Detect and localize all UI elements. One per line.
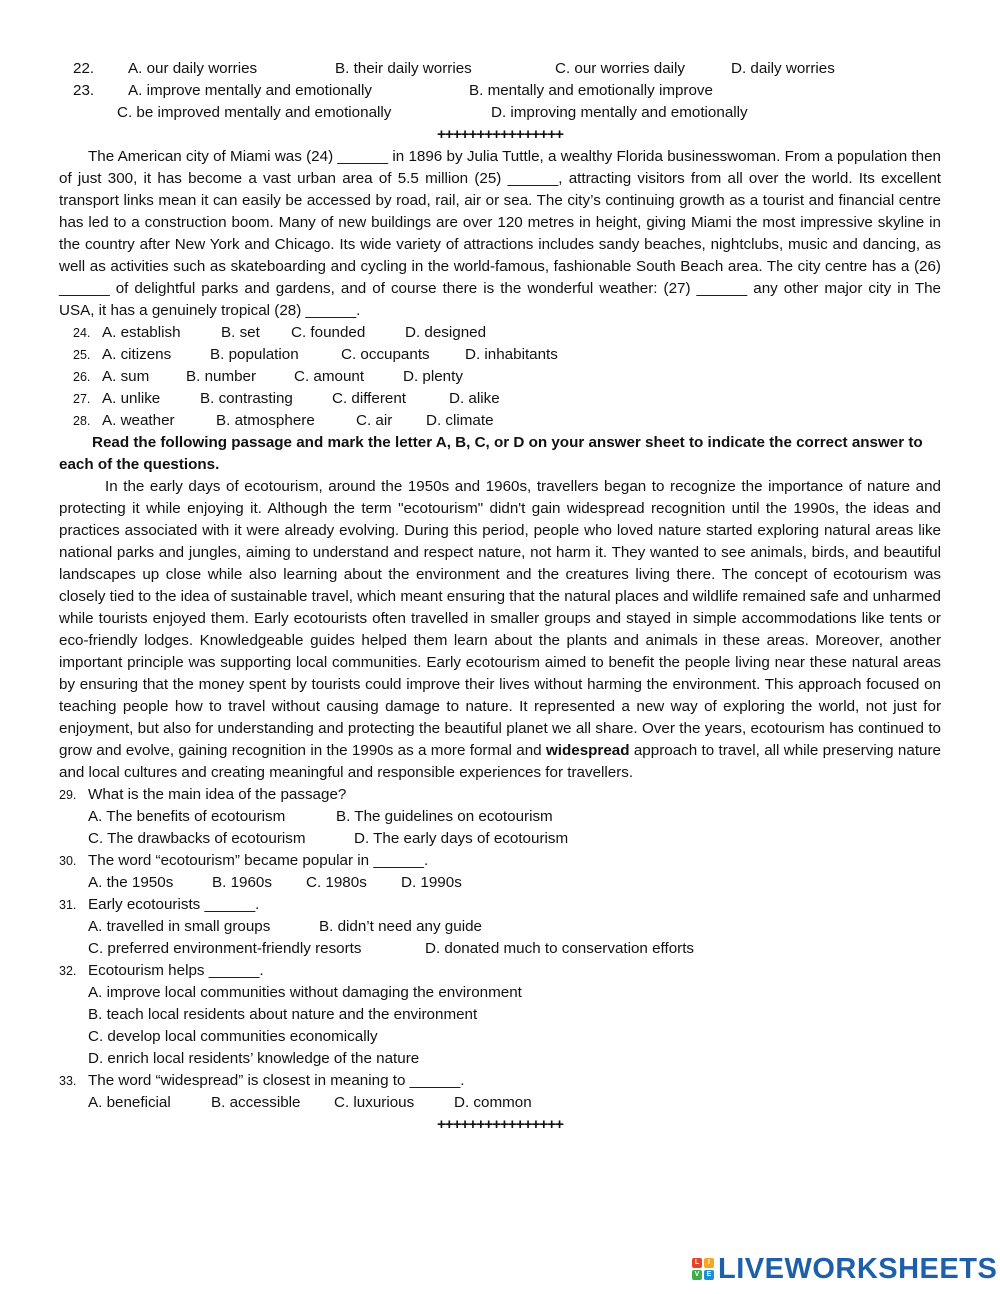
option-b[interactable]: B. 1960s <box>212 874 272 891</box>
option-c[interactable]: C. be improved mentally and emotionally <box>117 104 392 121</box>
question-33 <box>59 1070 941 1092</box>
option-d[interactable]: D. donated much to conservation efforts <box>425 940 695 957</box>
question-number: 24. <box>73 326 91 340</box>
question-stem: Ecotourism helps ______. <box>88 962 264 979</box>
option-a[interactable]: A. the 1950s <box>88 874 174 891</box>
question-23-cont <box>59 102 941 124</box>
question-32 <box>59 960 941 982</box>
question-29-options-ab <box>59 806 941 828</box>
separator: ++++++++++++++++ <box>437 126 563 143</box>
option-d[interactable]: D. enrich local residents’ knowledge of the nature <box>88 1050 420 1067</box>
option-d[interactable]: D. alike <box>449 390 500 407</box>
question-number: 22. <box>73 60 95 77</box>
option-d[interactable]: D. climate <box>426 412 494 429</box>
passage-text-part2: approach to travel, all while preserving nature and local cultures and creating meaningful and responsible experiences for travellers. <box>59 742 941 781</box>
option-d[interactable]: D. improving mentally and emotionally <box>491 104 748 121</box>
logo-text: LIVEWORKSHEETS <box>718 1252 998 1285</box>
question-27 <box>59 388 941 410</box>
option-c[interactable]: C. founded <box>291 324 366 341</box>
option-d[interactable]: D. 1990s <box>401 874 462 891</box>
question-32-option-b-row <box>59 1004 941 1026</box>
question-stem: The word “widespread” is closest in meaning to ______. <box>88 1072 465 1089</box>
question-number: 32. <box>59 964 77 978</box>
question-33-options <box>59 1092 941 1114</box>
question-31 <box>59 894 941 916</box>
question-22 <box>59 58 941 80</box>
option-d[interactable]: D. common <box>454 1094 532 1111</box>
option-c[interactable]: C. our worries daily <box>555 60 685 77</box>
question-stem: What is the main idea of the passage? <box>88 786 347 803</box>
option-b[interactable]: B. mentally and emotionally improve <box>469 82 713 99</box>
option-c[interactable]: C. occupants <box>341 346 430 363</box>
separator-bottom: ++++++++++++++++ <box>437 1116 563 1133</box>
option-b[interactable]: B. didn’t need any guide <box>319 918 482 935</box>
option-b[interactable]: B. teach local residents about nature and the environment <box>88 1006 478 1023</box>
question-32-option-d-row <box>59 1048 941 1070</box>
option-c[interactable]: C. 1980s <box>306 874 367 891</box>
question-number: 31. <box>59 898 77 912</box>
question-number: 25. <box>73 348 91 362</box>
option-d[interactable]: D. daily worries <box>731 60 835 77</box>
question-stem: Early ecotourists ______. <box>88 896 260 913</box>
logo-tile: E <box>704 1270 714 1280</box>
option-a[interactable]: A. weather <box>102 412 175 429</box>
option-a[interactable]: A. citizens <box>102 346 172 363</box>
option-a[interactable]: A. our daily worries <box>128 60 258 77</box>
option-b[interactable]: B. their daily worries <box>335 60 472 77</box>
question-29 <box>59 784 941 806</box>
instruction-text: Read the following passage and mark the letter A, B, C, or D on your answer sheet to indicate the correct answer to each of the questions. <box>59 434 923 473</box>
logo-tile: V <box>692 1270 702 1280</box>
option-a[interactable]: A. sum <box>102 368 150 385</box>
option-d[interactable]: D. The early days of ecotourism <box>354 830 569 847</box>
question-29-options-cd <box>59 828 941 850</box>
question-number: 33. <box>59 1074 77 1088</box>
question-number: 23. <box>73 82 95 99</box>
option-b[interactable]: B. population <box>210 346 299 363</box>
question-26 <box>59 366 941 388</box>
question-30 <box>59 850 941 872</box>
question-32-option-a-row <box>59 982 941 1004</box>
option-b[interactable]: B. accessible <box>211 1094 301 1111</box>
passage-ecotourism <box>59 476 941 784</box>
question-31-options-cd <box>59 938 941 960</box>
question-23 <box>59 80 941 102</box>
question-number: 30. <box>59 854 77 868</box>
option-c[interactable]: C. The drawbacks of ecotourism <box>88 830 306 847</box>
question-32-option-c-row <box>59 1026 941 1048</box>
option-a[interactable]: A. travelled in small groups <box>88 918 271 935</box>
option-b[interactable]: B. set <box>221 324 260 341</box>
question-30-options <box>59 872 941 894</box>
passage-miami: The American city of Miami was (24) ______ in 1896 by Julia Tuttle, a wealthy Florida businesswoman. From a population then of just 300, it has become a vast urban area of 5.5 million (25) ______, attracting visitors from all over the world. Its excellent transport links mean it can easily be accessed by road, rail, air or sea. The city’s continuing growth as a tourist and financial centre has led to a construction boom. Many of new buildings are over 120 metres in height, giving Miami the most impressive skyline in the country after New York and Chicago. Its wide variety of attractions includes sandy beaches, nightclubs, music and dancing, as well as activities such as skateboarding and cycling in the world-famous, fashionable South Beach area. The city centre has a (26) ______ of delightful parks and gardens, and of course there is the wonderful weather: (27) ______ any other major city in The USA, it has a genuinely tropical (28) ______. <box>59 148 941 319</box>
question-number: 29. <box>59 788 77 802</box>
logo-mark-icon <box>692 1258 714 1280</box>
passage-text-part1: In the early days of ecotourism, around the 1950s and 1960s, travellers began to recognize the importance of nature and protecting it while enjoying it. Although the term "ecotourism" didn't gain widespread recognition until the 1990s, the ideas and practices associated with it were already evolving. During this period, people who loved nature started exploring natural areas like national parks and jungles, aiming to understand and respect nature, not harm it. They wanted to see animals, birds, and beautiful landscapes up close while also learning about the environment and the creatures living there. The concept of ecotourism was closely tied to the idea of sustainable travel, which meant ensuring that the natural places and wildlife remained safe and unharmed while tourists enjoyed them. Early ecotourists often travelled in smaller groups and stayed in simple accommodations like tents or eco-friendly lodges. Knowledgeable guides helped them learn about the plants and animals in these areas. Moreover, another important principle was supporting local communities. Early ecotourism aimed to benefit the people living near these natural areas by ensuring that the money spent by tourists could improve their lives without harming the environment. This approach focused on teaching people how to travel without causing damage to nature. It represented a new way of exploring the world, not just for enjoyment, but also for understanding and protecting the beautiful planet we all share. Over the years, ecotourism has continued to grow and evolve, gaining recognition in the 1990s as a more formal and <box>59 478 941 759</box>
option-a[interactable]: A. establish <box>102 324 181 341</box>
question-number: 26. <box>73 370 91 384</box>
logo-tile: L <box>692 1258 702 1268</box>
option-a[interactable]: A. unlike <box>102 390 161 407</box>
option-c[interactable]: C. different <box>332 390 407 407</box>
logo-tile: I <box>704 1258 714 1268</box>
option-b[interactable]: B. atmosphere <box>216 412 315 429</box>
option-d[interactable]: D. inhabitants <box>465 346 558 363</box>
question-stem: The word “ecotourism” became popular in ______. <box>88 852 429 869</box>
option-d[interactable]: D. plenty <box>403 368 463 385</box>
option-c[interactable]: C. air <box>356 412 393 429</box>
option-a[interactable]: A. beneficial <box>88 1094 171 1111</box>
question-number: 28. <box>73 414 91 428</box>
keyword-widespread: widespread <box>545 742 630 759</box>
option-a[interactable]: A. The benefits of ecotourism <box>88 808 286 825</box>
option-b[interactable]: B. contrasting <box>200 390 293 407</box>
option-b[interactable]: B. number <box>186 368 257 385</box>
option-d[interactable]: D. designed <box>405 324 487 341</box>
question-number: 27. <box>73 392 91 406</box>
question-24 <box>59 322 941 344</box>
option-c[interactable]: C. develop local communities economically <box>88 1028 378 1045</box>
option-c[interactable]: C. preferred environment-friendly resorts <box>88 940 362 957</box>
worksheet-page <box>59 58 941 1136</box>
question-28 <box>59 410 941 432</box>
option-c[interactable]: C. luxurious <box>334 1094 415 1111</box>
question-31-options-ab <box>59 916 941 938</box>
question-25 <box>59 344 941 366</box>
option-c[interactable]: C. amount <box>294 368 365 385</box>
option-b[interactable]: B. The guidelines on ecotourism <box>336 808 553 825</box>
liveworksheets-logo[interactable] <box>692 1252 997 1286</box>
option-a[interactable]: A. improve local communities without damaging the environment <box>88 984 522 1001</box>
option-a[interactable]: A. improve mentally and emotionally <box>128 82 372 99</box>
